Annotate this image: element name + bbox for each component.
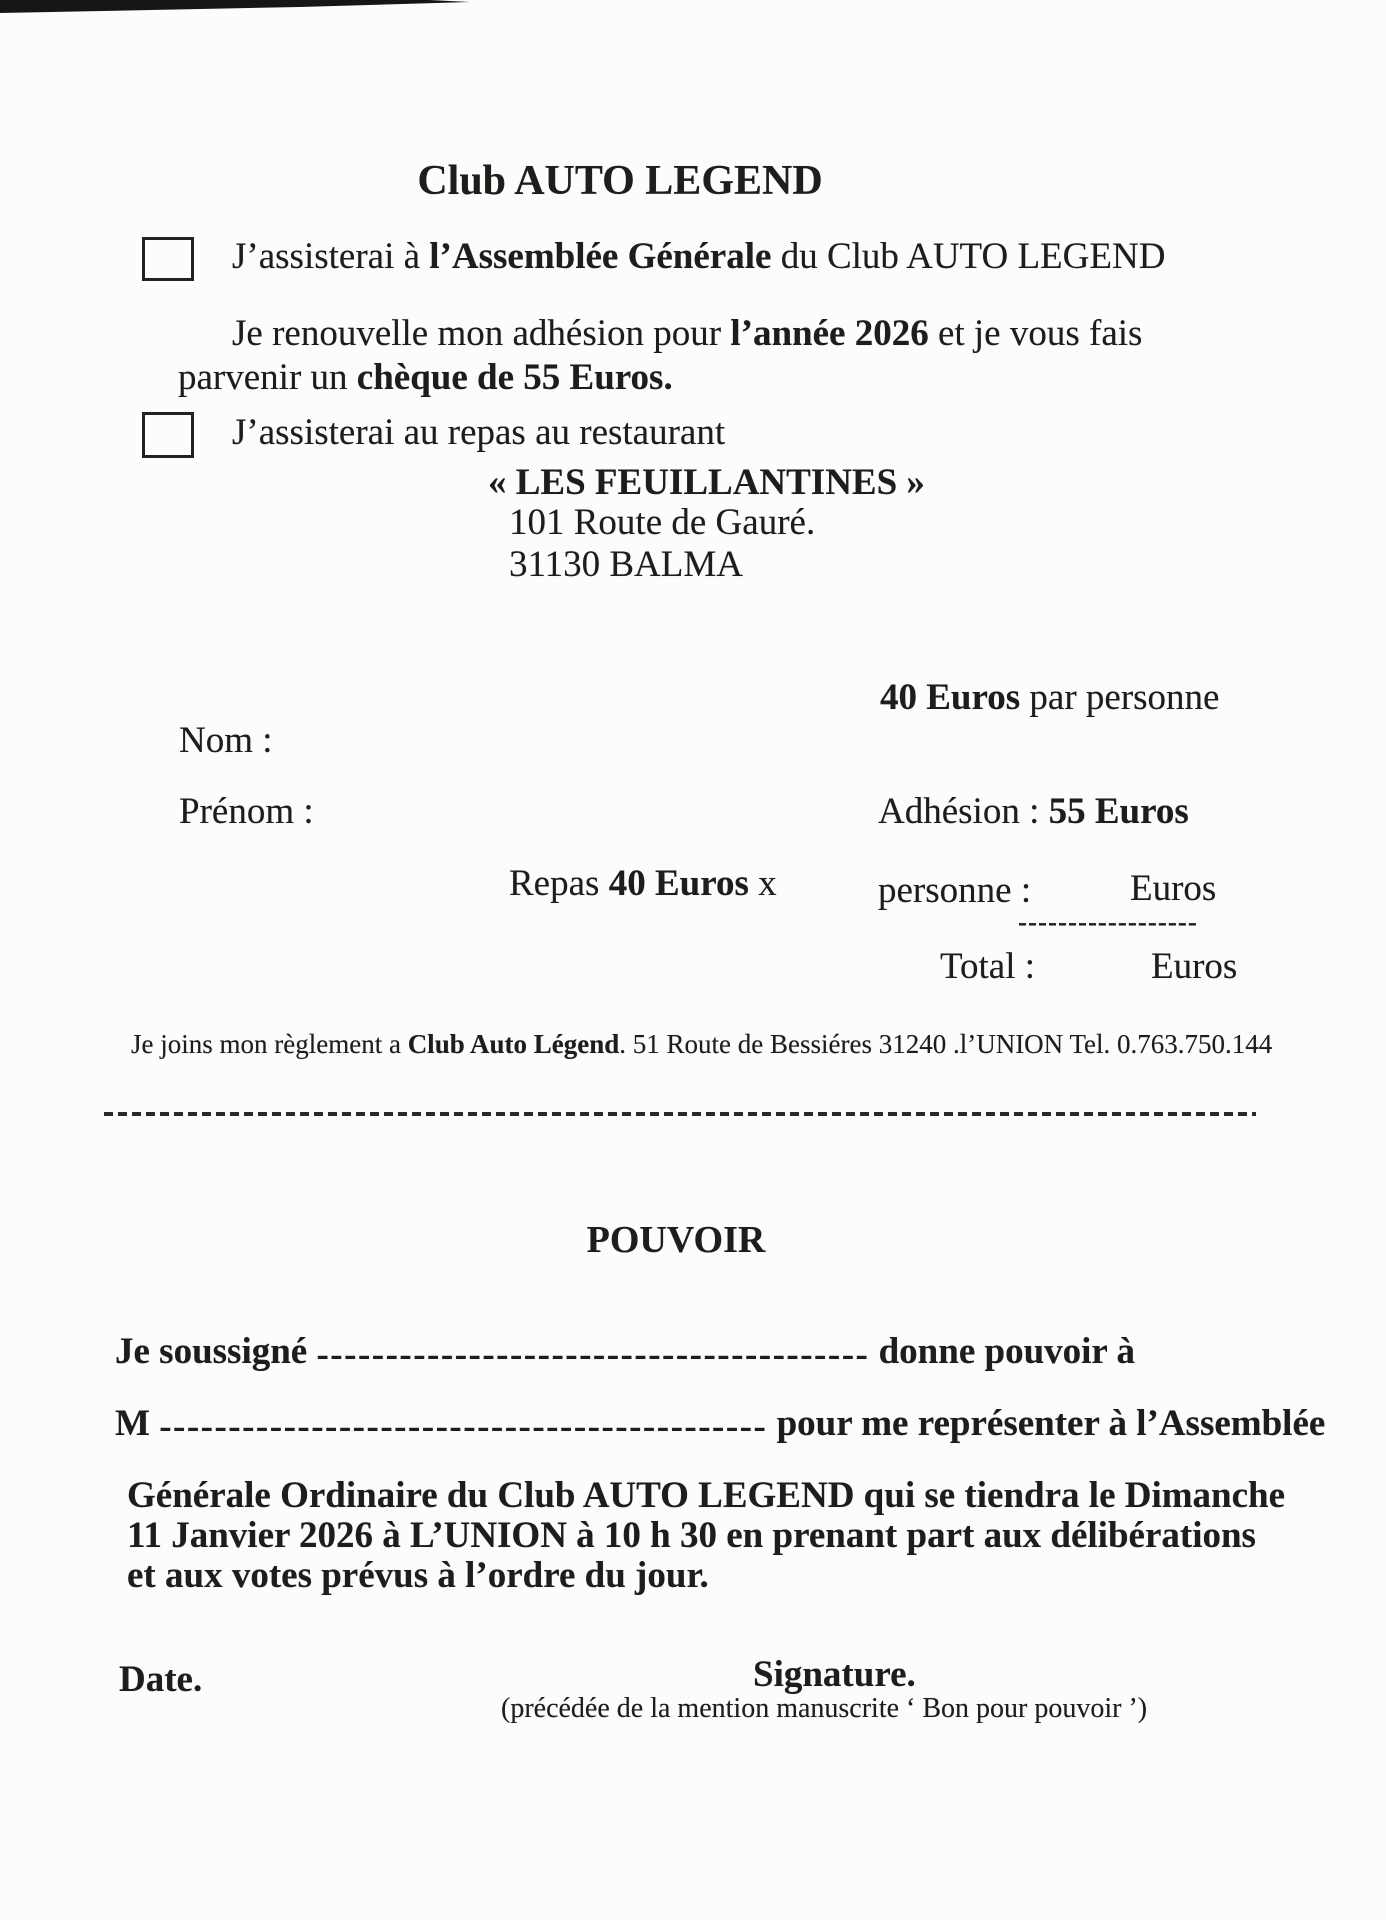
prenom-label: Prénom : <box>179 791 314 832</box>
date-label: Date. <box>119 1659 203 1700</box>
pouvoir-l2-pre: M <box>115 1403 160 1444</box>
payment-pre: Je joins mon règlement a <box>131 1029 408 1059</box>
total-label: Total : <box>940 946 1036 987</box>
personne-label: personne : <box>878 870 1032 911</box>
payment-bold: Club Auto Légend <box>407 1029 620 1059</box>
pouvoir-body-line-2: 11 Janvier 2026 à L’UNION à 10 h 30 en prenant part aux délibérations <box>127 1515 1256 1556</box>
payment-note <box>131 1030 1272 1059</box>
pouvoir-line-2 <box>115 1403 1326 1447</box>
attend-assembly-checkbox[interactable] <box>142 237 194 281</box>
restaurant-city: 31130 BALMA <box>509 544 743 585</box>
renewal-l2-pre: parvenir un <box>178 357 357 398</box>
page-title: Club AUTO LEGEND <box>417 158 823 204</box>
pouvoir-l1-blank[interactable]: ---------------------------------------- <box>316 1333 870 1375</box>
adhesion-line <box>878 792 1189 832</box>
payment-post: . 51 Route de Bessiéres 31240 .l’UNION Tel. 0.763.750.144 <box>619 1029 1273 1059</box>
renewal-line-2 <box>178 358 673 398</box>
euros-sub-label: Euros <box>1130 868 1217 909</box>
meal-price-rest: par personne <box>1020 677 1220 718</box>
adhesion-bold: 55 Euros <box>1048 791 1189 832</box>
signature-note: (précédée de la mention manuscrite ‘ Bon pour pouvoir ’) <box>501 1693 1148 1724</box>
euros-total-label: Euros <box>1151 946 1238 987</box>
restaurant-name: « LES FEUILLANTINES » <box>488 462 925 503</box>
nom-label: Nom : <box>179 720 273 761</box>
pouvoir-l1-post: donne pouvoir à <box>869 1331 1135 1372</box>
assembly-line-pre: J’assisterai à <box>232 236 430 277</box>
pouvoir-heading: POUVOIR <box>586 1219 766 1261</box>
meal-price-bold: 40 Euros <box>880 677 1021 718</box>
dashed-separator <box>104 1112 1256 1116</box>
assembly-line-post: du Club AUTO LEGEND <box>771 236 1166 277</box>
renewal-l1-bold: l’année 2026 <box>730 313 929 354</box>
subtotal-dashes: ------------------ <box>1018 907 1198 937</box>
meal-price-line <box>880 678 1219 718</box>
pouvoir-body-line-3: et aux votes prévus à l’ordre du jour. <box>127 1555 709 1596</box>
pouvoir-l2-blank[interactable]: -------------------------------------------- <box>159 1405 768 1447</box>
repas-post: x <box>748 863 777 904</box>
repas-line <box>509 864 777 904</box>
scan-artifact-top <box>0 0 470 13</box>
meal-line: J’assisterai au repas au restaurant <box>232 412 726 453</box>
pouvoir-body-line-1: Générale Ordinaire du Club AUTO LEGEND qui se tiendra le Dimanche <box>127 1475 1286 1516</box>
adhesion-pre: Adhésion : <box>878 791 1049 832</box>
assembly-line <box>232 237 1165 277</box>
pouvoir-l1-pre: Je soussigné <box>115 1331 317 1372</box>
renewal-l1-post: et je vous fais <box>928 313 1143 354</box>
pouvoir-line-1 <box>115 1331 1135 1375</box>
repas-bold: 40 Euros <box>608 863 749 904</box>
restaurant-street: 101 Route de Gauré. <box>509 502 816 543</box>
repas-pre: Repas <box>509 863 609 904</box>
signature-label: Signature. <box>753 1654 916 1695</box>
assembly-line-bold: l’Assemblée Générale <box>429 236 772 277</box>
renewal-l2-bold: chèque de 55 Euros. <box>356 357 673 398</box>
renewal-line-1 <box>232 314 1142 354</box>
renewal-l1-pre: Je renouvelle mon adhésion pour <box>232 313 731 354</box>
pouvoir-l2-post: pour me représenter à l’Assemblée <box>767 1403 1326 1444</box>
attend-meal-checkbox[interactable] <box>142 412 194 458</box>
